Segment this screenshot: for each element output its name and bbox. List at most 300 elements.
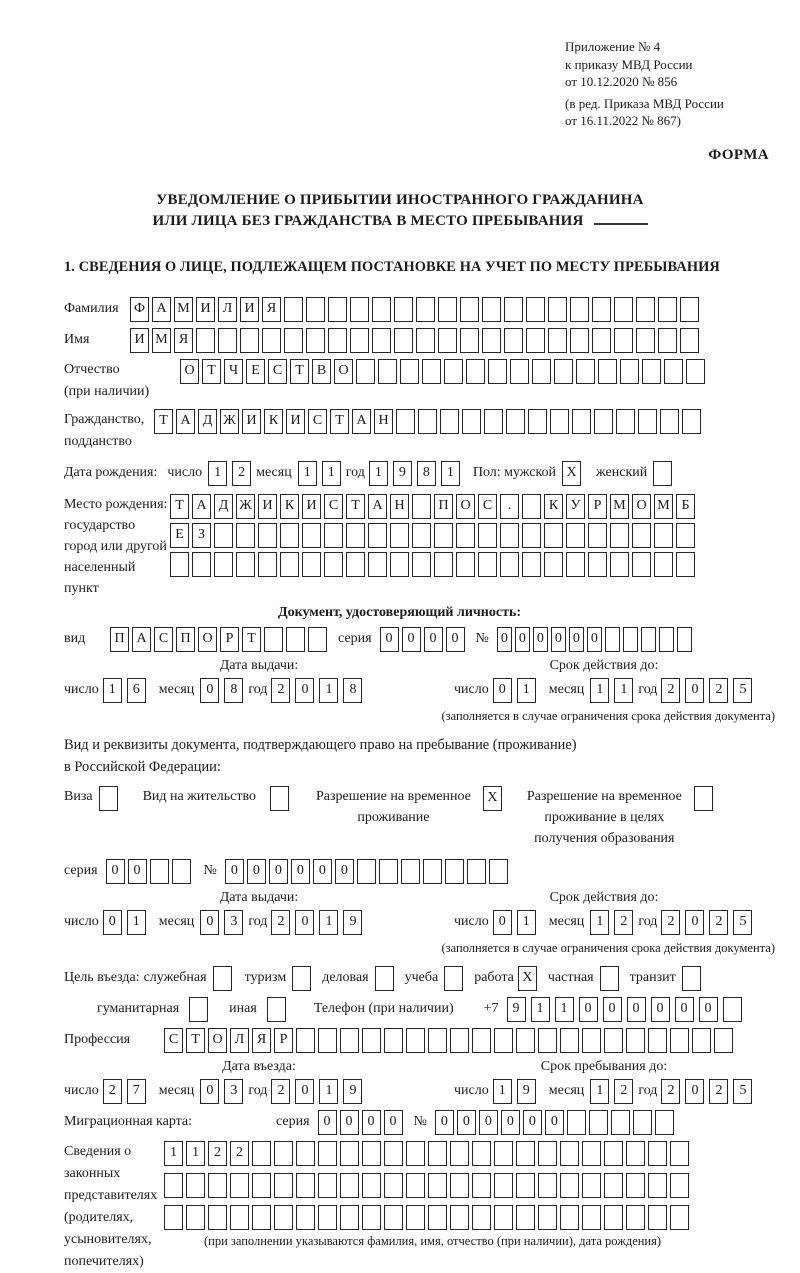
char-box[interactable] <box>356 359 375 384</box>
char-box[interactable] <box>284 328 303 353</box>
char-box[interactable]: 2 <box>271 678 290 703</box>
char-box[interactable] <box>434 523 453 548</box>
char-box[interactable] <box>324 552 343 577</box>
char-box[interactable]: 1 <box>517 678 536 703</box>
char-box[interactable] <box>658 297 677 322</box>
char-box[interactable] <box>488 359 507 384</box>
char-box[interactable]: И <box>258 494 277 519</box>
char-box[interactable]: 0 <box>579 997 598 1022</box>
char-box[interactable]: 1 <box>186 1141 205 1166</box>
char-box[interactable]: 0 <box>515 627 530 652</box>
char-box[interactable]: Ф <box>130 297 149 322</box>
char-box[interactable]: 5 <box>733 678 752 703</box>
char-box[interactable]: 0 <box>587 627 602 652</box>
char-box[interactable] <box>528 409 547 434</box>
char-box[interactable] <box>588 552 607 577</box>
char-box[interactable] <box>462 409 481 434</box>
char-box[interactable] <box>164 1205 183 1230</box>
char-box[interactable]: К <box>280 494 299 519</box>
char-box[interactable] <box>394 328 413 353</box>
char-box[interactable] <box>350 297 369 322</box>
char-box[interactable]: У <box>566 494 585 519</box>
char-box[interactable] <box>616 409 635 434</box>
char-box[interactable] <box>494 1141 513 1166</box>
char-box[interactable]: Т <box>170 494 189 519</box>
char-box[interactable]: 0 <box>493 678 512 703</box>
char-box[interactable] <box>99 786 118 811</box>
char-box[interactable]: 0 <box>545 1110 564 1135</box>
char-box[interactable] <box>522 552 541 577</box>
char-box[interactable] <box>384 1028 403 1053</box>
char-box[interactable] <box>544 552 563 577</box>
char-box[interactable] <box>412 552 431 577</box>
char-box[interactable]: 2 <box>661 1079 680 1104</box>
char-box[interactable] <box>378 359 397 384</box>
char-box[interactable] <box>680 328 699 353</box>
char-box[interactable]: Н <box>390 494 409 519</box>
char-box[interactable] <box>582 1173 601 1198</box>
char-box[interactable] <box>296 1141 315 1166</box>
char-box[interactable] <box>438 297 457 322</box>
char-box[interactable]: 0 <box>533 627 548 652</box>
char-box[interactable]: . <box>500 494 519 519</box>
char-box[interactable] <box>626 1028 645 1053</box>
char-box[interactable] <box>406 1141 425 1166</box>
char-box[interactable]: 9 <box>393 461 412 486</box>
char-box[interactable]: 0 <box>651 997 670 1022</box>
char-box[interactable]: X <box>483 786 502 811</box>
char-box[interactable]: 1 <box>493 1079 512 1104</box>
char-box[interactable] <box>592 297 611 322</box>
char-box[interactable]: 1 <box>319 910 338 935</box>
char-box[interactable] <box>362 1205 381 1230</box>
char-box[interactable]: М <box>174 297 193 322</box>
char-box[interactable] <box>560 1141 579 1166</box>
char-box[interactable] <box>560 1028 579 1053</box>
char-box[interactable] <box>484 409 503 434</box>
char-box[interactable] <box>600 966 619 991</box>
char-box[interactable]: 9 <box>517 1079 536 1104</box>
char-box[interactable]: О <box>456 494 475 519</box>
char-box[interactable] <box>340 1173 359 1198</box>
char-box[interactable] <box>592 328 611 353</box>
char-box[interactable]: 0 <box>200 1079 219 1104</box>
char-box[interactable] <box>164 1173 183 1198</box>
char-box[interactable] <box>440 409 459 434</box>
char-box[interactable]: 0 <box>523 1110 542 1135</box>
char-box[interactable] <box>538 1205 557 1230</box>
char-box[interactable] <box>588 523 607 548</box>
char-box[interactable] <box>214 523 233 548</box>
char-box[interactable] <box>682 966 701 991</box>
char-box[interactable] <box>654 552 673 577</box>
char-box[interactable] <box>236 523 255 548</box>
char-box[interactable] <box>594 409 613 434</box>
char-box[interactable] <box>274 1205 293 1230</box>
char-box[interactable]: А <box>176 409 195 434</box>
char-box[interactable] <box>550 409 569 434</box>
char-box[interactable] <box>318 1205 337 1230</box>
char-box[interactable] <box>670 1173 689 1198</box>
char-box[interactable]: 0 <box>295 678 314 703</box>
char-box[interactable]: С <box>478 494 497 519</box>
char-box[interactable] <box>604 1141 623 1166</box>
char-box[interactable]: 0 <box>603 997 622 1022</box>
char-box[interactable]: 2 <box>232 461 251 486</box>
char-box[interactable] <box>636 328 655 353</box>
char-box[interactable] <box>567 1110 586 1135</box>
char-box[interactable] <box>324 523 343 548</box>
char-box[interactable] <box>384 1205 403 1230</box>
char-box[interactable]: М <box>152 328 171 353</box>
char-box[interactable] <box>438 328 457 353</box>
char-box[interactable]: 5 <box>733 910 752 935</box>
char-box[interactable] <box>548 297 567 322</box>
char-box[interactable] <box>494 1028 513 1053</box>
char-box[interactable] <box>516 1205 535 1230</box>
char-box[interactable]: Р <box>588 494 607 519</box>
char-box[interactable] <box>218 328 237 353</box>
char-box[interactable] <box>362 1173 381 1198</box>
char-box[interactable] <box>252 1141 271 1166</box>
char-box[interactable]: Д <box>214 494 233 519</box>
char-box[interactable]: О <box>334 359 353 384</box>
char-box[interactable]: А <box>352 409 371 434</box>
char-box[interactable]: О <box>198 627 217 652</box>
char-box[interactable]: П <box>110 627 129 652</box>
char-box[interactable]: 0 <box>200 678 219 703</box>
char-box[interactable] <box>428 1205 447 1230</box>
char-box[interactable] <box>186 1205 205 1230</box>
char-box[interactable] <box>240 328 259 353</box>
char-box[interactable] <box>648 1028 667 1053</box>
char-box[interactable]: О <box>180 359 199 384</box>
char-box[interactable] <box>340 1141 359 1166</box>
char-box[interactable]: 1 <box>590 910 609 935</box>
char-box[interactable]: 5 <box>733 1079 752 1104</box>
char-box[interactable] <box>460 328 479 353</box>
char-box[interactable] <box>368 523 387 548</box>
char-box[interactable]: 8 <box>343 678 362 703</box>
char-box[interactable]: И <box>302 494 321 519</box>
char-box[interactable] <box>648 1205 667 1230</box>
char-box[interactable] <box>296 1173 315 1198</box>
char-box[interactable]: 0 <box>103 910 122 935</box>
char-box[interactable]: А <box>152 297 171 322</box>
char-box[interactable] <box>172 859 191 884</box>
char-box[interactable] <box>286 627 305 652</box>
char-box[interactable] <box>670 1028 689 1053</box>
char-box[interactable]: О <box>632 494 651 519</box>
char-box[interactable]: 1 <box>127 910 146 935</box>
char-box[interactable]: 0 <box>295 1079 314 1104</box>
char-box[interactable]: С <box>268 359 287 384</box>
char-box[interactable] <box>692 1028 711 1053</box>
char-box[interactable] <box>478 523 497 548</box>
char-box[interactable] <box>472 1173 491 1198</box>
char-box[interactable] <box>150 859 169 884</box>
char-box[interactable] <box>576 359 595 384</box>
char-box[interactable]: Т <box>154 409 173 434</box>
char-box[interactable] <box>538 1173 557 1198</box>
char-box[interactable] <box>714 1028 733 1053</box>
char-box[interactable] <box>648 1173 667 1198</box>
char-box[interactable] <box>230 1173 249 1198</box>
char-box[interactable] <box>362 1141 381 1166</box>
char-box[interactable] <box>412 523 431 548</box>
char-box[interactable] <box>680 297 699 322</box>
char-box[interactable] <box>375 966 394 991</box>
char-box[interactable]: 0 <box>446 627 465 652</box>
char-box[interactable]: Р <box>274 1028 293 1053</box>
char-box[interactable] <box>340 1205 359 1230</box>
char-box[interactable] <box>267 997 286 1022</box>
char-box[interactable] <box>682 409 701 434</box>
char-box[interactable] <box>677 627 692 652</box>
char-box[interactable]: Д <box>198 409 217 434</box>
char-box[interactable] <box>611 1110 630 1135</box>
char-box[interactable]: 2 <box>208 1141 227 1166</box>
char-box[interactable] <box>252 1173 271 1198</box>
char-box[interactable]: Л <box>230 1028 249 1053</box>
char-box[interactable] <box>328 297 347 322</box>
char-box[interactable] <box>318 1141 337 1166</box>
char-box[interactable] <box>350 328 369 353</box>
char-box[interactable] <box>384 1173 403 1198</box>
char-box[interactable] <box>296 1028 315 1053</box>
char-box[interactable] <box>670 1205 689 1230</box>
char-box[interactable]: Я <box>174 328 193 353</box>
char-box[interactable]: 2 <box>103 1079 122 1104</box>
char-box[interactable]: 0 <box>551 627 566 652</box>
char-box[interactable]: И <box>240 297 259 322</box>
char-box[interactable] <box>428 1028 447 1053</box>
char-box[interactable] <box>589 1110 608 1135</box>
char-box[interactable] <box>544 523 563 548</box>
char-box[interactable] <box>428 1141 447 1166</box>
char-box[interactable]: Ж <box>236 494 255 519</box>
char-box[interactable] <box>626 1141 645 1166</box>
char-box[interactable]: X <box>518 966 537 991</box>
char-box[interactable] <box>296 1205 315 1230</box>
char-box[interactable] <box>604 1205 623 1230</box>
char-box[interactable] <box>340 1028 359 1053</box>
char-box[interactable] <box>467 859 486 884</box>
char-box[interactable]: 1 <box>441 461 460 486</box>
char-box[interactable] <box>346 523 365 548</box>
char-box[interactable] <box>280 523 299 548</box>
char-box[interactable] <box>292 966 311 991</box>
char-box[interactable] <box>258 552 277 577</box>
char-box[interactable]: 1 <box>590 1079 609 1104</box>
char-box[interactable] <box>274 1141 293 1166</box>
char-box[interactable]: 1 <box>298 461 317 486</box>
char-box[interactable] <box>472 1141 491 1166</box>
char-box[interactable]: Ж <box>220 409 239 434</box>
char-box[interactable]: 0 <box>225 859 244 884</box>
char-box[interactable] <box>676 523 695 548</box>
char-box[interactable] <box>654 523 673 548</box>
char-box[interactable] <box>620 359 639 384</box>
char-box[interactable] <box>208 1173 227 1198</box>
char-box[interactable] <box>554 359 573 384</box>
char-box[interactable]: Т <box>202 359 221 384</box>
char-box[interactable] <box>362 1028 381 1053</box>
char-box[interactable] <box>406 1028 425 1053</box>
char-box[interactable]: 0 <box>106 859 125 884</box>
char-box[interactable]: 1 <box>322 461 341 486</box>
char-box[interactable]: Е <box>246 359 265 384</box>
char-box[interactable] <box>670 1141 689 1166</box>
char-box[interactable]: 2 <box>661 678 680 703</box>
char-box[interactable]: А <box>368 494 387 519</box>
char-box[interactable]: Н <box>374 409 393 434</box>
char-box[interactable] <box>456 523 475 548</box>
char-box[interactable]: И <box>286 409 305 434</box>
char-box[interactable] <box>396 409 415 434</box>
char-box[interactable] <box>258 523 277 548</box>
char-box[interactable]: 0 <box>247 859 266 884</box>
char-box[interactable] <box>516 1141 535 1166</box>
char-box[interactable] <box>604 1173 623 1198</box>
char-box[interactable]: 1 <box>614 678 633 703</box>
char-box[interactable]: И <box>130 328 149 353</box>
char-box[interactable]: 2 <box>271 1079 290 1104</box>
char-box[interactable] <box>500 552 519 577</box>
char-box[interactable] <box>659 627 674 652</box>
char-box[interactable]: 0 <box>200 910 219 935</box>
char-box[interactable]: 0 <box>569 627 584 652</box>
char-box[interactable] <box>641 627 656 652</box>
char-box[interactable]: П <box>176 627 195 652</box>
char-box[interactable] <box>450 1141 469 1166</box>
char-box[interactable] <box>560 1173 579 1198</box>
char-box[interactable] <box>582 1028 601 1053</box>
char-box[interactable]: Т <box>346 494 365 519</box>
char-box[interactable]: 1 <box>164 1141 183 1166</box>
char-box[interactable]: 0 <box>501 1110 520 1135</box>
char-box[interactable] <box>170 552 189 577</box>
char-box[interactable] <box>460 297 479 322</box>
char-box[interactable] <box>538 1028 557 1053</box>
char-box[interactable] <box>318 1173 337 1198</box>
char-box[interactable]: 0 <box>675 997 694 1022</box>
char-box[interactable] <box>284 297 303 322</box>
char-box[interactable] <box>434 552 453 577</box>
char-box[interactable] <box>384 1141 403 1166</box>
char-box[interactable] <box>506 409 525 434</box>
char-box[interactable] <box>318 1028 337 1053</box>
char-box[interactable] <box>532 359 551 384</box>
char-box[interactable] <box>423 859 442 884</box>
char-box[interactable] <box>372 328 391 353</box>
char-box[interactable] <box>604 1028 623 1053</box>
char-box[interactable]: 0 <box>291 859 310 884</box>
char-box[interactable]: О <box>208 1028 227 1053</box>
char-box[interactable] <box>633 1110 652 1135</box>
char-box[interactable] <box>623 627 638 652</box>
char-box[interactable] <box>482 297 501 322</box>
char-box[interactable]: 0 <box>457 1110 476 1135</box>
char-box[interactable]: 8 <box>417 461 436 486</box>
char-box[interactable]: Т <box>330 409 349 434</box>
char-box[interactable]: Л <box>218 297 237 322</box>
char-box[interactable]: 0 <box>295 910 314 935</box>
char-box[interactable] <box>723 997 742 1022</box>
char-box[interactable] <box>570 297 589 322</box>
char-box[interactable] <box>658 328 677 353</box>
char-box[interactable] <box>422 359 441 384</box>
char-box[interactable] <box>401 859 420 884</box>
char-box[interactable] <box>306 328 325 353</box>
char-box[interactable] <box>230 1205 249 1230</box>
char-box[interactable]: 0 <box>685 678 704 703</box>
char-box[interactable] <box>522 523 541 548</box>
char-box[interactable]: Ч <box>224 359 243 384</box>
char-box[interactable] <box>196 328 215 353</box>
char-box[interactable]: 6 <box>127 678 146 703</box>
char-box[interactable] <box>274 1173 293 1198</box>
char-box[interactable] <box>638 409 657 434</box>
char-box[interactable]: Т <box>186 1028 205 1053</box>
char-box[interactable] <box>308 627 327 652</box>
char-box[interactable] <box>372 297 391 322</box>
char-box[interactable]: 0 <box>435 1110 454 1135</box>
char-box[interactable]: 1 <box>208 461 227 486</box>
char-box[interactable] <box>676 552 695 577</box>
char-box[interactable] <box>653 461 672 486</box>
char-box[interactable] <box>400 359 419 384</box>
char-box[interactable]: 7 <box>127 1079 146 1104</box>
char-box[interactable]: И <box>242 409 261 434</box>
char-box[interactable]: 2 <box>709 910 728 935</box>
char-box[interactable] <box>189 997 208 1022</box>
char-box[interactable]: 8 <box>224 678 243 703</box>
char-box[interactable] <box>632 523 651 548</box>
char-box[interactable] <box>494 1173 513 1198</box>
char-box[interactable] <box>482 328 501 353</box>
char-box[interactable]: 0 <box>318 1110 337 1135</box>
char-box[interactable] <box>660 409 679 434</box>
char-box[interactable] <box>390 552 409 577</box>
char-box[interactable]: Т <box>290 359 309 384</box>
char-box[interactable]: 0 <box>362 1110 381 1135</box>
char-box[interactable]: А <box>132 627 151 652</box>
char-box[interactable]: 0 <box>269 859 288 884</box>
char-box[interactable] <box>694 786 713 811</box>
char-box[interactable]: 0 <box>424 627 443 652</box>
char-box[interactable]: М <box>654 494 673 519</box>
char-box[interactable] <box>548 328 567 353</box>
char-box[interactable]: 0 <box>497 627 512 652</box>
char-box[interactable] <box>522 494 541 519</box>
char-box[interactable] <box>504 297 523 322</box>
char-box[interactable] <box>614 328 633 353</box>
char-box[interactable]: Б <box>676 494 695 519</box>
char-box[interactable] <box>516 1173 535 1198</box>
char-box[interactable]: 2 <box>661 910 680 935</box>
char-box[interactable]: 2 <box>271 910 290 935</box>
char-box[interactable]: 2 <box>709 1079 728 1104</box>
char-box[interactable] <box>598 359 617 384</box>
char-box[interactable] <box>357 859 376 884</box>
char-box[interactable] <box>494 1205 513 1230</box>
char-box[interactable] <box>570 328 589 353</box>
char-box[interactable] <box>186 1173 205 1198</box>
char-box[interactable]: 0 <box>380 627 399 652</box>
char-box[interactable] <box>208 1205 227 1230</box>
char-box[interactable] <box>472 1205 491 1230</box>
